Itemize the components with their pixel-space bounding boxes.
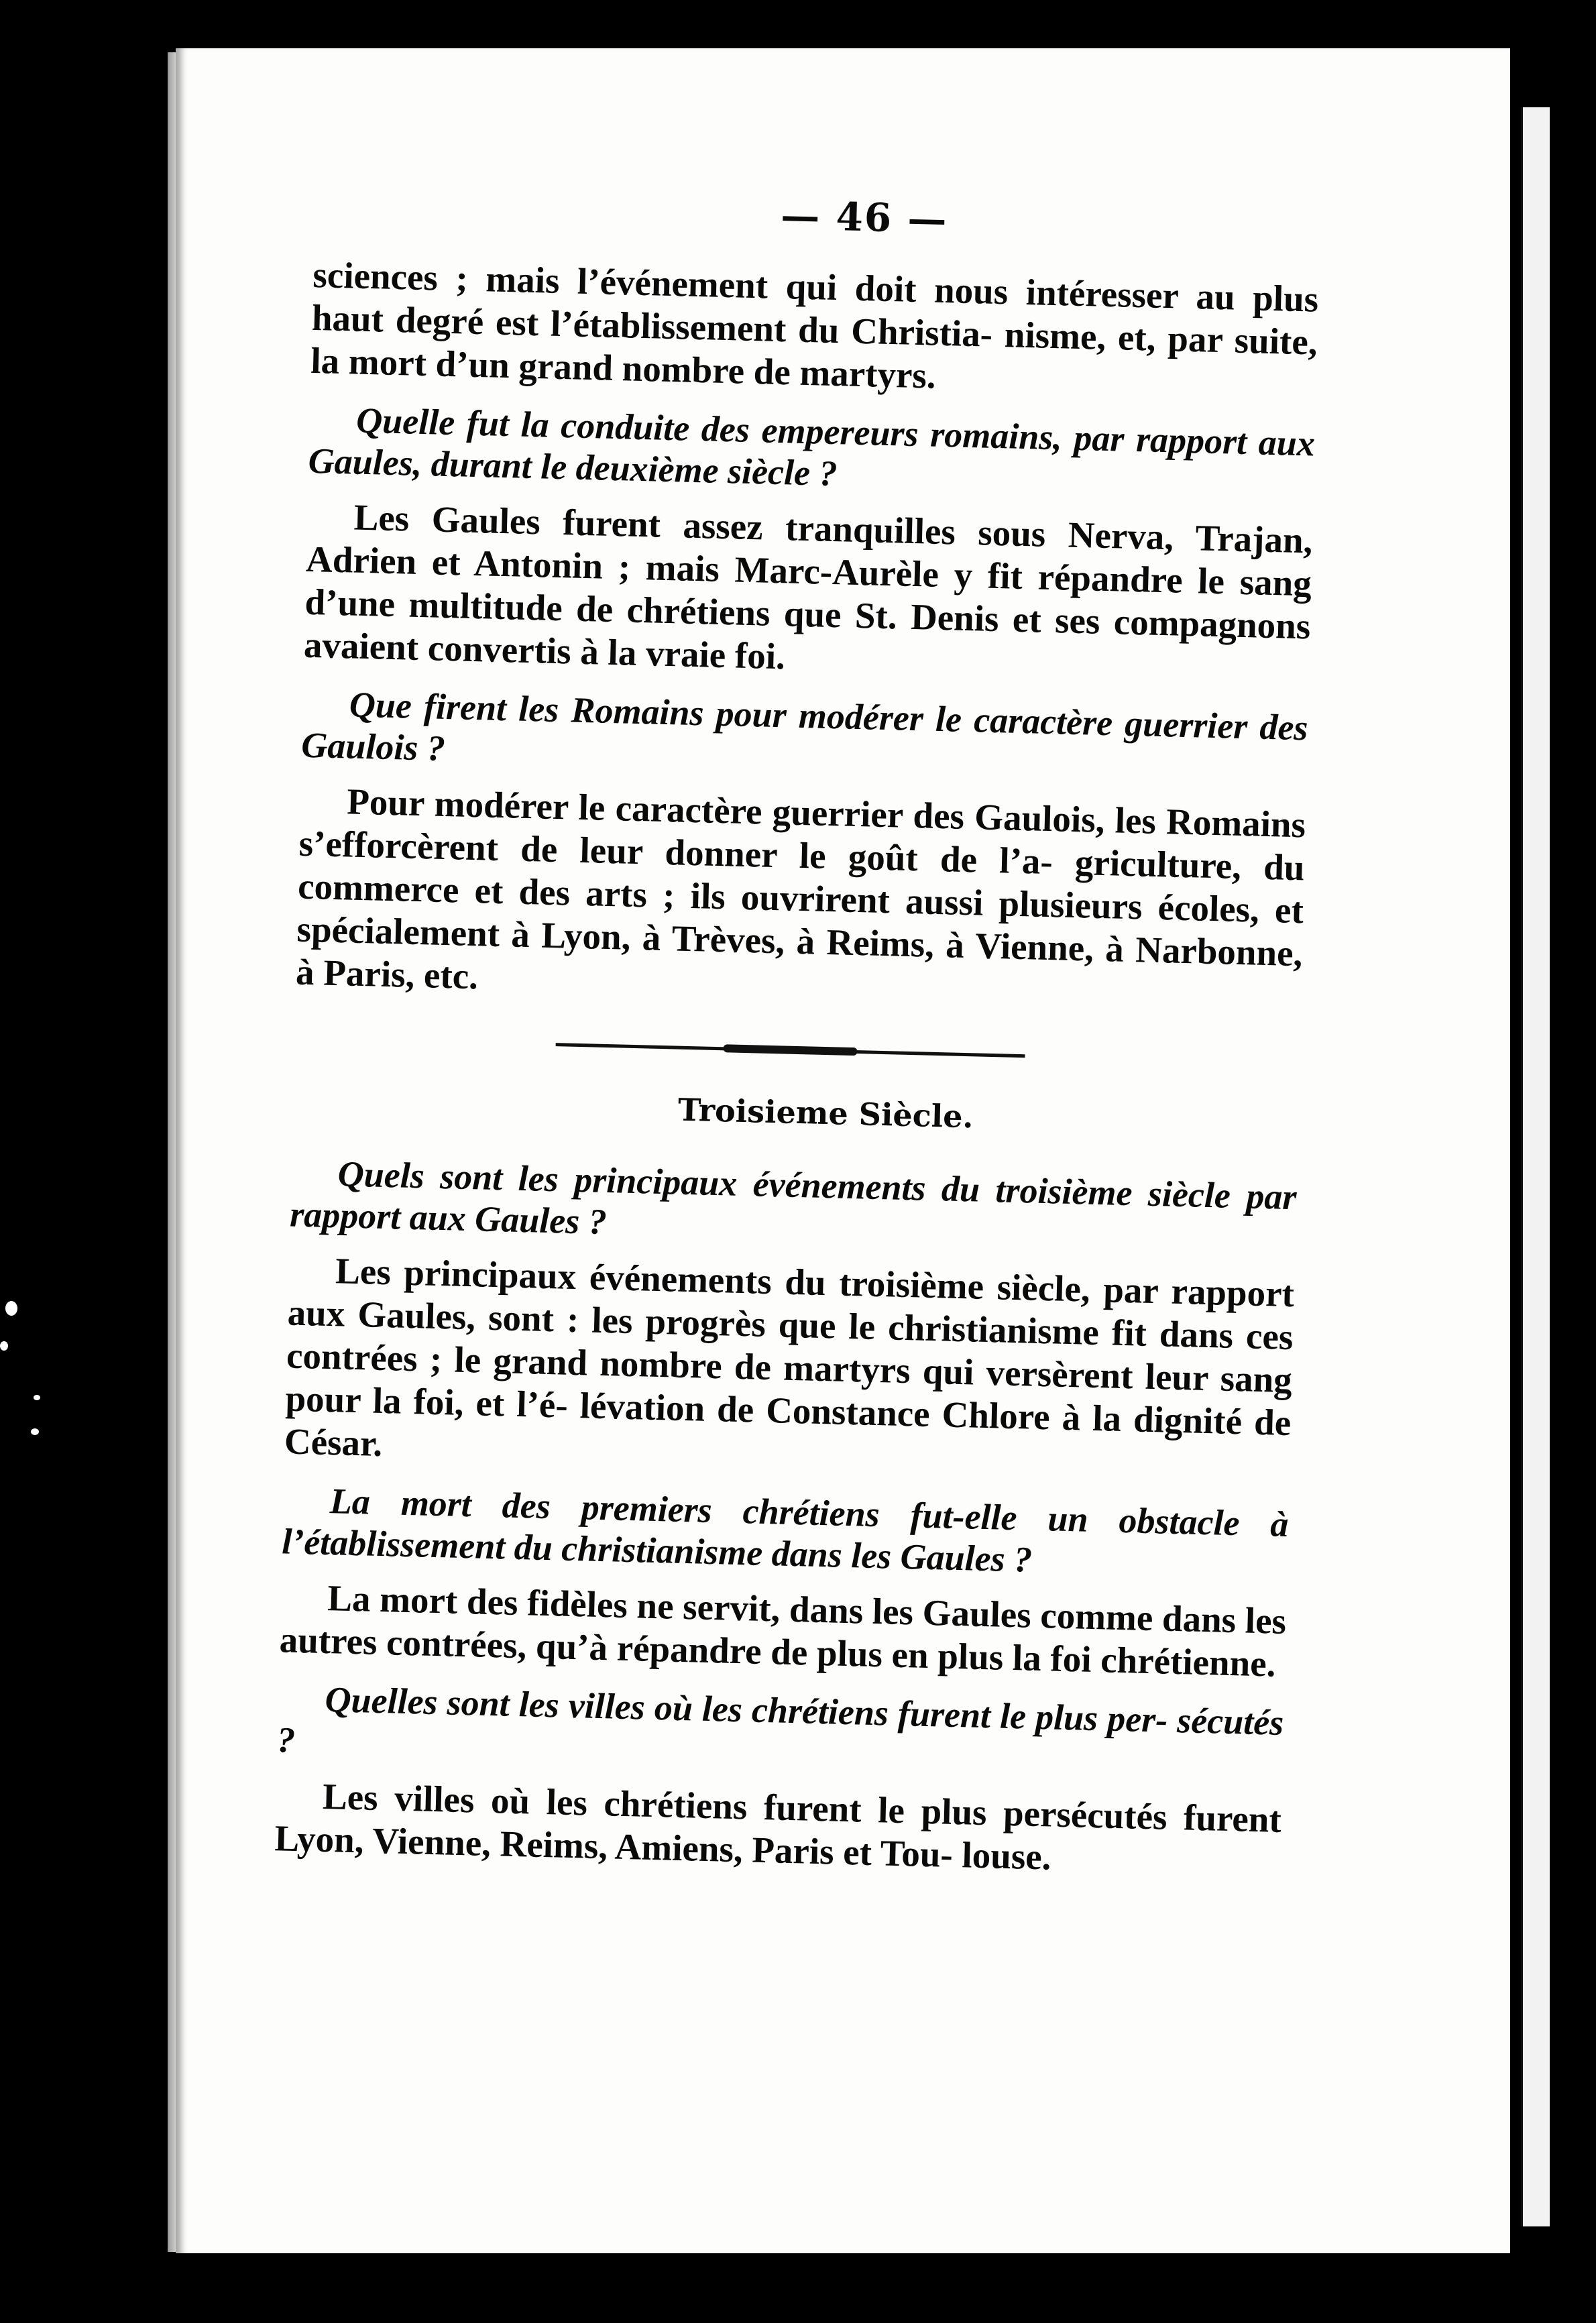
answer-4: La mort des fidèles ne servit, dans les Gaules comme dans les autres contrées, qu’à répandre de plus en plus la foi chrétienne. [279, 1577, 1287, 1685]
page-text [274, 181, 1320, 1901]
section-divider [556, 1040, 1025, 1060]
question-5: Quelles sont les villes où les chrétiens furent le plus per- sécutés ? [276, 1679, 1284, 1760]
scan-speck [31, 1428, 39, 1435]
answer-3: Les principaux événements du troisième siècle, par rapport aux Gaules, sont : les progrès que le christianisme fit dans ces contrées ; le grand nombre de martyrs qui versèrent leur sang pour la foi, et l’é- lévation de Constance Chlore à la dignité de César. [284, 1250, 1295, 1465]
question-2: Que firent les Romains pour modérer le caractère guerrier des Gaulois ? [300, 684, 1309, 769]
page-number: — 46 — [780, 192, 949, 243]
scan-speck [0, 1341, 8, 1351]
question-4: La mort des premiers chrétiens fut-elle un obstacle à l’établissement du christianisme dans les Gaules ? [281, 1481, 1290, 1580]
answer-5: Les villes où les chrétiens furent le plus persécutés furent Lyon, Vienne, Reims, Amiens, Paris et Tou- louse. [274, 1776, 1282, 1878]
page-right-gutter [1510, 101, 1518, 2213]
question-1: Quelle fut la conduite des empereurs romains, par rapport aux Gaules, durant le deuxième siècle ? [308, 400, 1316, 494]
scan-speck [34, 1395, 40, 1400]
divider-ornament [723, 1044, 857, 1056]
question-3: Quels sont les principaux événements du troisième siècle par rapport aux Gaules ? [289, 1153, 1298, 1243]
scan-speck [5, 1301, 17, 1316]
section-title: Troisieme Siècle. [677, 1091, 974, 1135]
answer-2: Pour modérer le caractère guerrier des Gaulois, les Romains s’efforcèrent de leur donner le goût de l’a- griculture, du commerce et des arts ; ils ouvrirent aussi plusieurs écoles, et spécialement à Lyon, à Trèves, à Reims, à Vienne, à Narbonne, à Paris, etc. [295, 781, 1306, 997]
next-page-strip [1521, 107, 1550, 2226]
answer-1: Les Gaules furent assez tranquilles sous Nerva, Trajan, Adrien et Antonin ; mais Marc-Aurèle y fit répandre le sang d’une multitude de chrétiens que St. Denis et ses compagnons avaient convertis à la vraie foi. [303, 496, 1314, 677]
intro-paragraph: sciences ; mais l’événement qui doit nous intéresser au plus haut degré est l’établissement du Christia- nisme, et, par suite, la mort d’un grand nombre de martyrs. [310, 253, 1319, 396]
